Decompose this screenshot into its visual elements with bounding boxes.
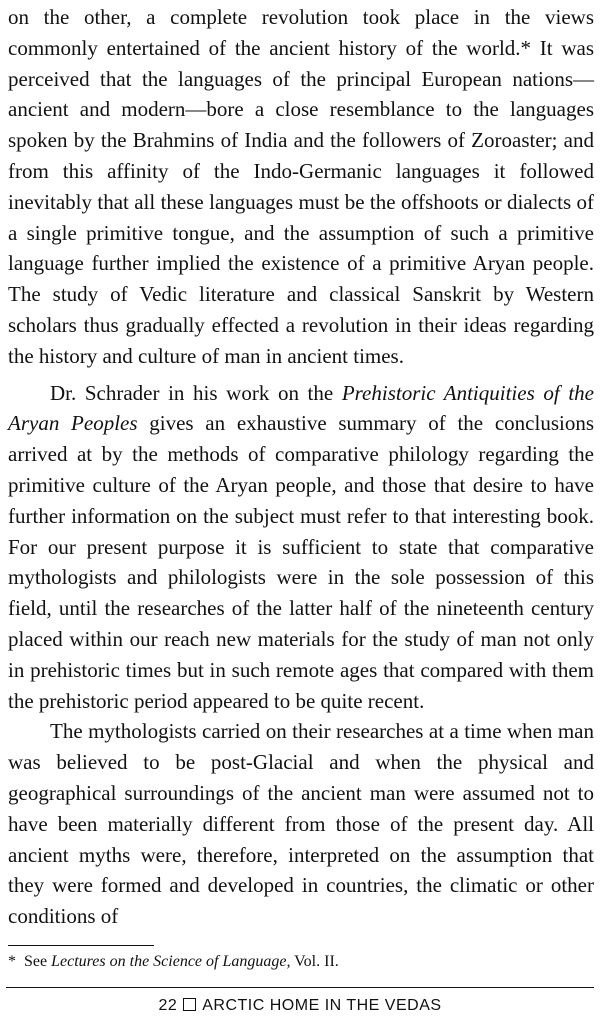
- box-icon: [183, 998, 196, 1011]
- footnote-mark: *: [8, 953, 16, 970]
- book-title-prehistoric-antiquities: Prehistoric Antiquities of the Aryan Peoples: [8, 380, 594, 436]
- paragraph-3: [8, 716, 594, 932]
- paragraph-1: [8, 2, 594, 372]
- paragraph-2-text-start: Dr. Schrader in his work on the: [50, 380, 342, 405]
- body-text: [8, 2, 594, 932]
- footnote-book-title: Lectures on the Science of Language,: [51, 953, 291, 970]
- page-number: 22: [158, 997, 178, 1014]
- paragraph-2: [8, 378, 594, 717]
- paragraph-3-text: The mythologists carried on their researches at a time when man was believed to be post-Glacial and when the physical and geographical surroundings of the ancient man were assumed not to have been materially different from those of the present day. All ancient myths were, therefore, interpreted on the assumption that they were formed and developed in countries, the climatic or other conditions of: [8, 719, 594, 929]
- footnote-text-end: Vol. II.: [290, 953, 339, 970]
- footer-rule: [6, 987, 594, 988]
- paragraph-1-text: on the other, a complete revolution took place in the views commonly entertained of the ancient history of the world.* It was perceived that the languages of the principal European nations—ancient and modern—bore a close resemblance to the languages spoken by the Brahmins of India and the followers of Zoroaster; and from this affinity of the Indo-Germanic languages it followed inevitably that all these languages must be the offshoots or dialects of a single primitive tongue, and the assumption of such a primitive language further implied the existence of a primitive Aryan people. The study of Vedic literature and classical Sanskrit by Western scholars thus gradually effected a revolution in their ideas regarding the history and culture of man in ancient times.: [8, 5, 594, 368]
- footnote-rule: [8, 945, 154, 946]
- running-title: ARCTIC HOME IN THE VEDAS: [202, 997, 442, 1014]
- footnote-text-start: See: [24, 953, 52, 970]
- running-footer: [0, 995, 600, 1017]
- footnote: [8, 952, 339, 972]
- paragraph-2-text-end: gives an exhaustive summary of the conclusions arrived at by the methods of comparative philology regarding the primitive culture of the Aryan people, and those that desire to have further information on the subject must refer to that interesting book. For our present purpose it is sufficient to state that comparative mythologists and philologists were in the sole possession of this field, until the researches of the latter half of the nineteenth century placed within our reach new materials for the study of man not only in prehistoric times but in such remote ages that compared with them the prehistoric period appeared to be quite recent.: [8, 411, 595, 713]
